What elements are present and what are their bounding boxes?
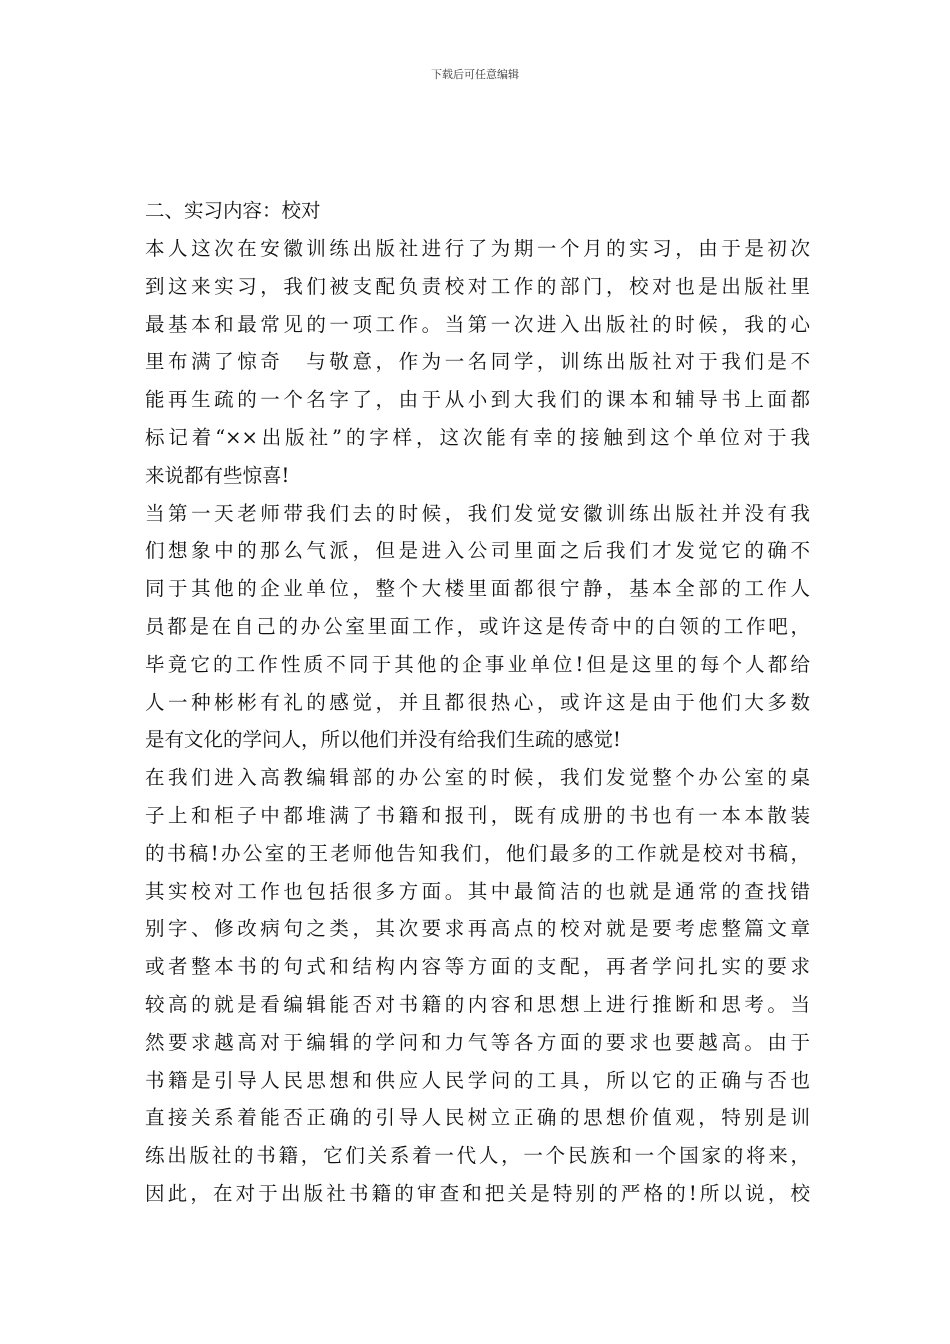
text-line: 当第一天老师带我们去的时候，我们发觉安徽训练出版社并没有我 — [145, 501, 810, 525]
text-line: 同于其他的企业单位，整个大楼里面都很宁静，基本全部的工作人 — [145, 577, 810, 601]
text-line: 毕竟它的工作性质不同于其他的企事业单位!但是这里的每个人都给 — [145, 652, 810, 676]
text-line: 本人这次在安徽训练出版社进行了为期一个月的实习，由于是初次 — [145, 237, 810, 260]
text-line: 其实校对工作也包括很多方面。其中最简洁的也就是通常的查找错 — [145, 879, 810, 903]
text-line: 人一种彬彬有礼的感觉，并且都很热心，或许这是由于他们大多数 — [145, 690, 810, 714]
text-line: 里布满了惊奇 与敬意，作为一名同学，训练出版社对于我们是不 — [145, 350, 810, 374]
text-line: 标记着“××出版社”的字样，这次能有幸的接触到这个单位对于我 — [145, 425, 810, 449]
section-heading: 二、实习内容：校对 — [145, 199, 321, 222]
text-line: 来说都有些惊喜! — [145, 463, 290, 487]
text-line: 员都是在自己的办公室里面工作，或许这是传奇中的白领的工作吧， — [145, 614, 810, 638]
paragraph-3 — [145, 759, 810, 1213]
paragraph-1 — [145, 230, 810, 495]
page-header-note: 下载后可任意编辑 — [431, 68, 519, 81]
text-line: 别字、修改病句之类，其次要求再高点的校对就是要考虑整篇文章 — [145, 917, 810, 941]
text-line: 或者整本书的句式和结构内容等方面的支配，再者学问扎实的要求 — [145, 955, 810, 979]
text-line: 能再生疏的一个名字了，由于从小到大我们的课本和辅导书上面都 — [145, 388, 810, 412]
paragraph-2 — [145, 495, 810, 760]
text-line: 的书稿!办公室的王老师他告知我们，他们最多的工作就是校对书稿， — [145, 841, 810, 865]
text-line: 直接关系着能否正确的引导人民树立正确的思想价值观，特别是训 — [145, 1106, 810, 1130]
text-line: 子上和柜子中都堆满了书籍和报刊，既有成册的书也有一本本散装 — [145, 803, 810, 827]
text-line: 因此，在对于出版社书籍的审查和把关是特别的严格的!所以说，校 — [145, 1181, 810, 1205]
document-body — [145, 192, 810, 1213]
text-line: 最基本和最常见的一项工作。当第一次进入出版社的时候，我的心 — [145, 312, 810, 336]
text-line: 到这来实习，我们被支配负责校对工作的部门，校对也是出版社里 — [145, 274, 810, 298]
text-line: 是有文化的学问人，所以他们并没有给我们生疏的感觉! — [145, 728, 621, 752]
text-line: 书籍是引导人民思想和供应人民学问的工具，所以它的正确与否也 — [145, 1068, 810, 1092]
text-line: 然要求越高对于编辑的学问和力气等各方面的要求也要越高。由于 — [145, 1030, 810, 1054]
text-line: 较高的就是看编辑能否对书籍的内容和思想上进行推断和思考。当 — [145, 992, 810, 1016]
text-line: 在我们进入高教编辑部的办公室的时候，我们发觉整个办公室的桌 — [145, 766, 810, 790]
text-line: 练出版社的书籍，它们关系着一代人，一个民族和一个国家的将来， — [145, 1144, 810, 1168]
text-line: 们想象中的那么气派，但是进入公司里面之后我们才发觉它的确不 — [145, 539, 810, 563]
